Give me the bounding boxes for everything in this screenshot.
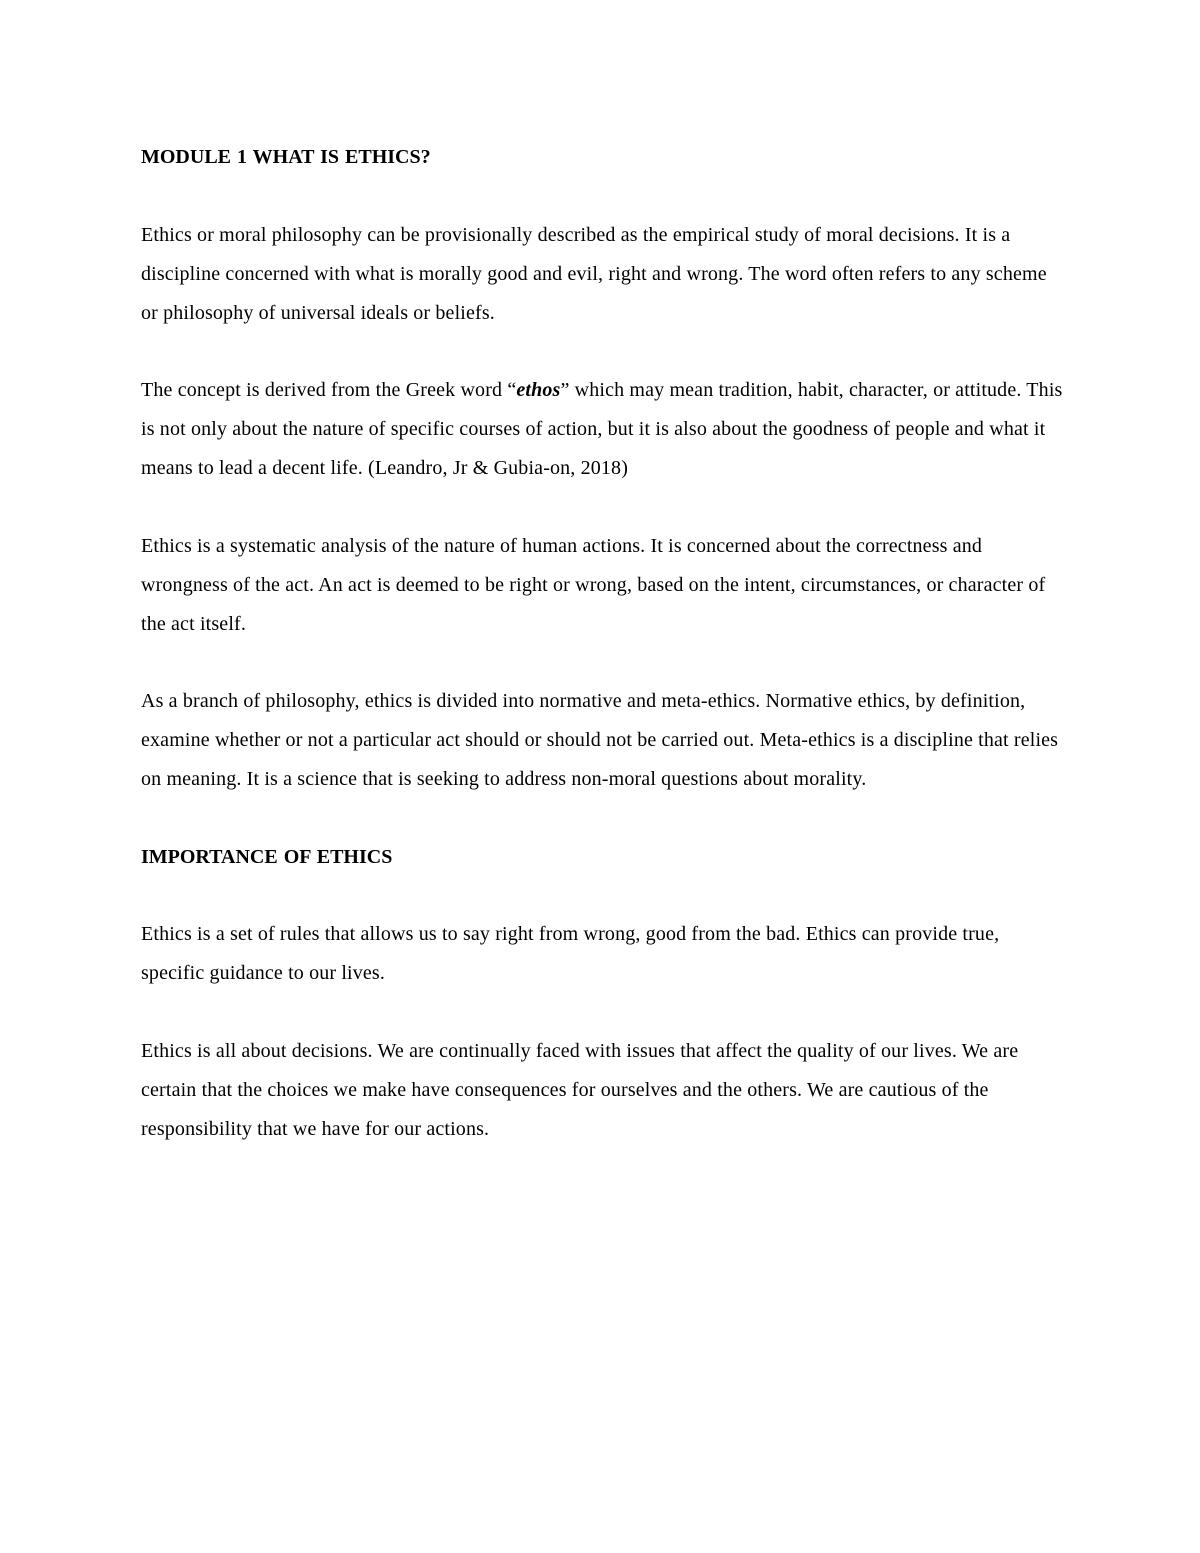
term-ethos: ethos [516,379,561,401]
paragraph-systematic-analysis: Ethics is a systematic analysis of the nature of human actions. It is concerned about the correctness and wrongness of the act. An act is deemed to be right or wrong, based on the intent, circumstances, or character of the act itself. [141,534,1046,635]
paragraph-branches: As a branch of philosophy, ethics is divided into normative and meta-ethics. Normative ethics, by definition, examine whether or not a particular act should or should not be carried out. Meta-ethics is a discipline that relies on meaning. It is a science that is seeking to address non-moral questions about morality. [141,690,1059,790]
spacer [141,488,1066,527]
section-title-importance: IMPORTANCE OF ETHICS [141,845,393,868]
etymology-text-before: The concept is derived from the Greek word [141,379,508,401]
spacer [141,993,1066,1032]
spacer [141,877,1066,916]
paragraph-decisions: Ethics is all about decisions. We are continually faced with issues that affect the quality of our lives. We are certain that the choices we make have consequences for ourselves and the others. We are cautious of the responsibility that we have for our actions. [141,1039,1019,1140]
spacer [141,177,1066,216]
document-body [141,138,1066,1149]
spacer [141,644,1066,683]
open-quote: “ [507,379,517,401]
module-title: MODULE 1 WHAT IS ETHICS? [141,146,431,168]
spacer [141,799,1066,838]
spacer [141,333,1066,372]
close-quote: ” [560,379,570,401]
etymology-text-after: which may mean tradition, habit, character, or attitude. This is not only about the nature of specific courses of action, but it is also about the goodness of people and what it means to lead a decent life. (Leandro, Jr & Gubia-on, 2018) [141,379,1063,479]
paragraph-definition: Ethics or moral philosophy can be provisionally described as the empirical study of moral decisions. It is a discipline concerned with what is morally good and evil, right and wrong. The word often refers to any scheme or philosophy of universal ideals or beliefs. [141,223,1047,324]
paragraph-rules: Ethics is a set of rules that allows us to say right from wrong, good from the bad. Ethics can provide true, specific guidance to our lives. [141,923,1000,984]
paragraph-etymology [141,371,1066,488]
